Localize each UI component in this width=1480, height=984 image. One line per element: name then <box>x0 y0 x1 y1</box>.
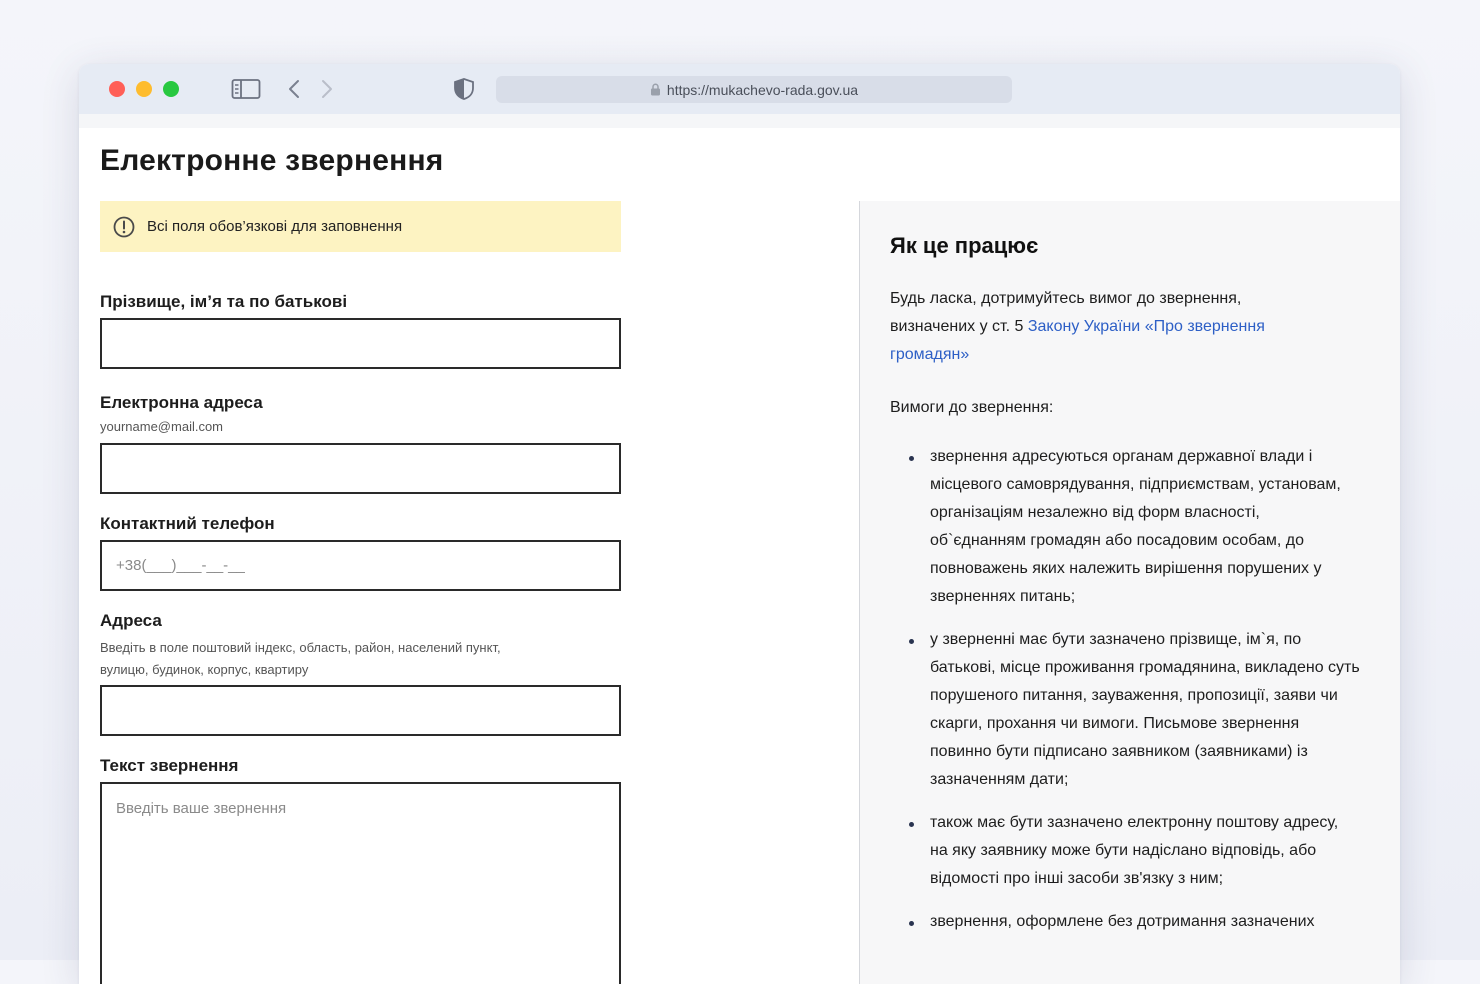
email-input[interactable] <box>100 443 621 494</box>
required-fields-notice <box>100 201 621 252</box>
exclamation-circle-icon <box>113 216 135 238</box>
list-item: у зверненні має бути зазначено прізвище, ім`я, по батькові, місце проживання громадянина, викладено суть порушеного питання, зауваження, пропозиції, заяви чи скарги, прохання чи вимоги. Письмове звернення повинно бути підписано заявником (заявниками) із зазначенням дати; <box>890 626 1360 794</box>
minimize-window-button[interactable] <box>136 81 152 97</box>
address-bar[interactable] <box>496 76 1012 103</box>
phone-label: Контактний телефон <box>100 514 275 533</box>
info-panel <box>860 201 1400 984</box>
requirements-heading: Вимоги до звернення: <box>890 399 1054 416</box>
list-item: звернення, оформлене без дотримання зазначених <box>890 908 1360 936</box>
back-chevron-icon[interactable] <box>284 77 304 101</box>
page-top-strip <box>79 114 1400 128</box>
close-window-button[interactable] <box>109 81 125 97</box>
address-hint: Введіть в поле поштовий індекс, область, район, населений пункт, вулицю, будинок, корпус, квартиру <box>100 640 501 677</box>
list-item: також має бути зазначено електронну поштову адресу, на яку заявнику може бути надіслано відповідь, або відомості про інші засоби зв'язку з ним; <box>890 809 1360 893</box>
info-intro <box>890 285 1320 369</box>
email-label: Електронна адреса <box>100 393 263 412</box>
forward-chevron-icon[interactable] <box>317 77 337 101</box>
list-item: звернення адресуються органам державної влади і місцевого самоврядування, підприємствам, установам, організаціям незалежно від форм власності, об`єднанням громадян або посадовим особам, до повноважень яких належить вирішення порушених у зверненнях питань; <box>890 443 1360 611</box>
sidebar-toggle-icon[interactable] <box>231 77 261 101</box>
maximize-window-button[interactable] <box>163 81 179 97</box>
message-label: Текст звернення <box>100 756 239 775</box>
info-panel-title: Як це працює <box>890 233 1039 258</box>
name-input[interactable] <box>100 318 621 369</box>
browser-titlebar <box>79 64 1400 115</box>
info-intro-text: Будь ласка, дотримуйтесь вимог до звернення, визначених у ст. 5 <box>890 290 1242 335</box>
phone-input[interactable] <box>100 540 621 591</box>
address-input[interactable] <box>100 685 621 736</box>
requirements-list <box>890 443 1360 951</box>
email-hint: yourname@mail.com <box>100 419 224 434</box>
url-text: https://mukachevo-rada.gov.ua <box>666 81 859 98</box>
name-label: Прізвище, ім’я та по батькові <box>100 292 348 311</box>
page-title: Електронне звернення <box>100 144 444 177</box>
shield-icon[interactable] <box>451 77 477 101</box>
lock-icon <box>650 83 661 96</box>
law-link[interactable]: Закону України «Про звернення громадян» <box>890 318 1265 363</box>
address-label: Адреса <box>100 611 162 630</box>
message-textarea[interactable] <box>100 782 621 984</box>
browser-window <box>79 64 1400 984</box>
notice-text: Всі поля обов’язкові для заповнення <box>147 218 403 235</box>
